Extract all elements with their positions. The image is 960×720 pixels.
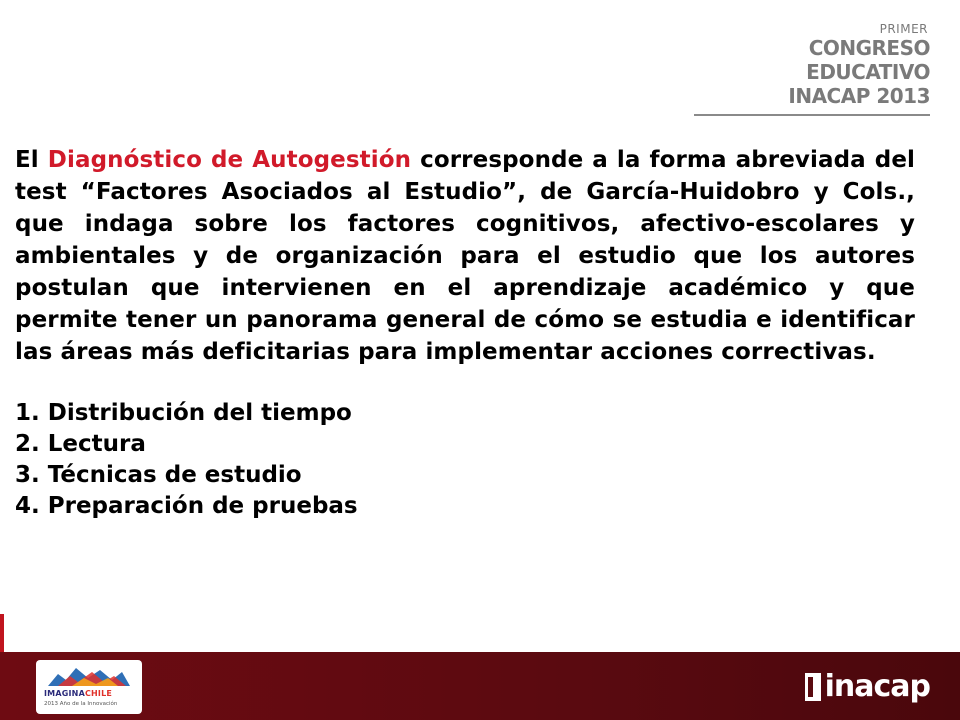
- imagina-text: IMAGINA: [44, 689, 85, 698]
- chile-text: CHILE: [84, 689, 113, 698]
- slide-content: [15, 144, 915, 522]
- intro-text: corresponde a la forma abreviada del test “Factores Asociados al Estudio”, de García-Huidobro y Cols., que indaga sobre los factores cognitivos, afectivo-escolares y ambientales y de organización para el estudio que los autores postulan que intervienen en el aprendizaje académico y que permite tener un panorama general de cómo se estudia e identificar las áreas más deficitarias para implementar acciones correctivas.: [15, 147, 916, 365]
- list-item: 2. Lectura: [15, 431, 146, 457]
- intro-prefix: El: [15, 147, 48, 173]
- inacap-wordmark: inacap: [824, 669, 930, 704]
- imagina-chile-logo: [36, 660, 142, 714]
- congress-logo-line1: PRIMER: [879, 22, 928, 36]
- left-accent-stripe: [0, 614, 4, 654]
- inacap-mark-icon: [805, 673, 821, 701]
- mountain-icon: [48, 666, 130, 688]
- areas-list: [15, 398, 915, 522]
- congress-logo-line3: INACAP 2013: [788, 84, 930, 108]
- list-item: 1. Distribución del tiempo: [15, 400, 352, 426]
- list-item: 4. Preparación de pruebas: [15, 493, 358, 519]
- imagina-chile-name: [44, 689, 112, 698]
- header-divider: [694, 114, 930, 116]
- congress-logo-line2: CONGRESO EDUCATIVO: [806, 36, 930, 84]
- congress-logo: [690, 22, 930, 116]
- intro-highlight: Diagnóstico de Autogestión: [47, 147, 412, 173]
- intro-paragraph: [15, 144, 915, 368]
- inacap-logo: [805, 670, 930, 704]
- footer-bar: [0, 652, 960, 720]
- imagina-chile-subtitle: 2013 Año de la Innovación: [44, 701, 118, 707]
- list-item: 3. Técnicas de estudio: [15, 462, 302, 488]
